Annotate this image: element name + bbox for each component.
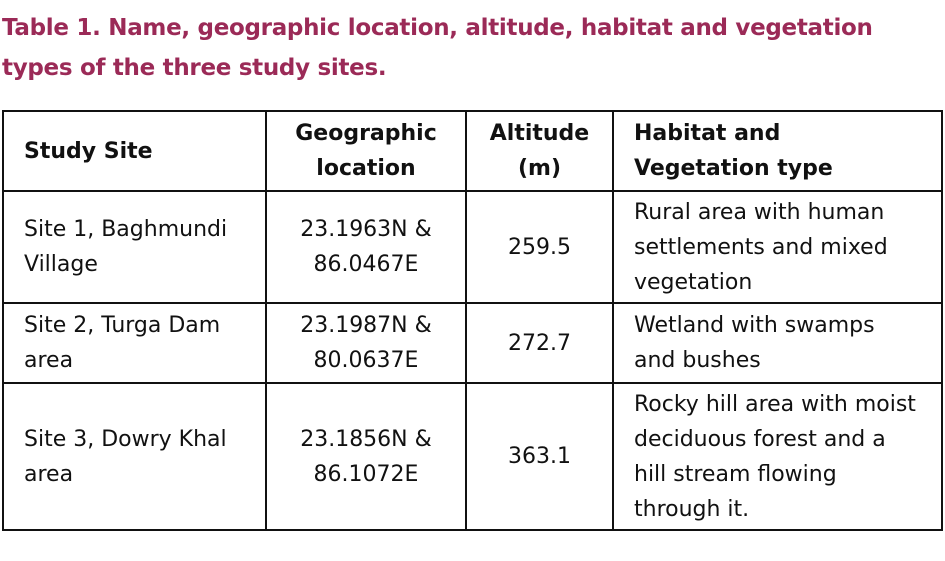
cell-altitude: 259.5	[466, 191, 613, 303]
cell-geographic-location: 23.1987N & 80.0637E	[266, 303, 466, 383]
cell-altitude: 272.7	[466, 303, 613, 383]
header-study-site: Study Site	[3, 111, 266, 191]
cell-geographic-location: 23.1856N & 86.1072E	[266, 383, 466, 530]
cell-study-site: Site 2, Turga Dam area	[3, 303, 266, 383]
table-row	[3, 191, 942, 303]
table-row	[3, 383, 942, 530]
cell-habitat: Rural area with human settlements and mixed vegetation	[613, 191, 942, 303]
header-altitude: Altitude (m)	[466, 111, 613, 191]
table-header-row	[3, 111, 942, 191]
table-row	[3, 303, 942, 383]
cell-habitat: Wetland with swamps and bushes	[613, 303, 942, 383]
cell-altitude: 363.1	[466, 383, 613, 530]
cell-geographic-location: 23.1963N & 86.0467E	[266, 191, 466, 303]
study-sites-table	[2, 110, 943, 531]
header-habitat-vegetation: Habitat and Vegetation type	[613, 111, 942, 191]
cell-habitat: Rocky hill area with moist deciduous forest and a hill stream flowing through it.	[613, 383, 942, 530]
table-caption: Table 1. Name, geographic location, altitude, habitat and vegetation types of the three study sites.	[2, 15, 873, 81]
cell-study-site: Site 1, Baghmundi Village	[3, 191, 266, 303]
header-geographic-location: Geographic location	[266, 111, 466, 191]
cell-study-site: Site 3, Dowry Khal area	[3, 383, 266, 530]
